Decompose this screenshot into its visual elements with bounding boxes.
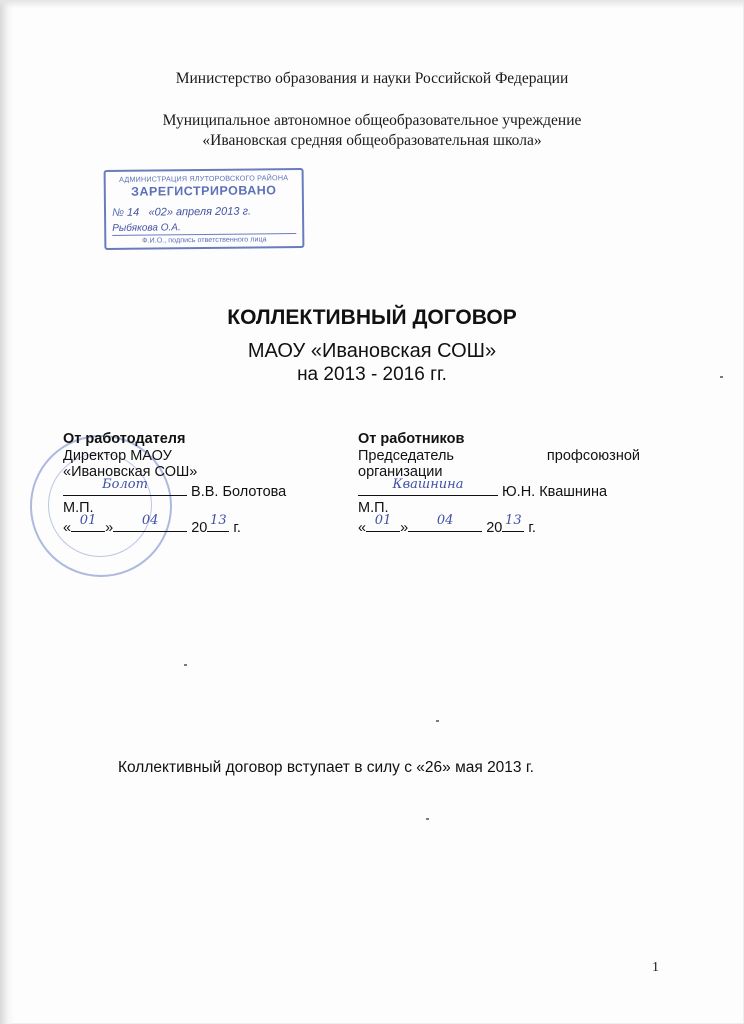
employer-year-prefix: 20 bbox=[191, 519, 208, 536]
page-number: 1 bbox=[652, 960, 659, 975]
employees-year-suffix: 13 bbox=[505, 512, 522, 528]
employees-heading: От работников bbox=[358, 431, 465, 447]
scan-edge-shadow bbox=[0, 0, 14, 1024]
employees-name: Ю.Н. Квашнина bbox=[502, 483, 608, 500]
employer-month-field bbox=[113, 512, 187, 532]
stamp-signer: Рыбякова О.А. bbox=[112, 221, 296, 236]
stamp-number: 14 bbox=[126, 206, 140, 219]
scan-speck bbox=[184, 664, 187, 666]
stamp-number-label: № bbox=[111, 206, 125, 219]
employees-month-field bbox=[408, 512, 482, 532]
employees-day-field bbox=[366, 512, 400, 532]
document-period: на 2013 - 2016 гг. bbox=[297, 364, 447, 385]
employees-position-word2: профсоюзной bbox=[546, 447, 640, 464]
employer-year-field bbox=[207, 512, 229, 532]
employees-month: 04 bbox=[436, 512, 454, 528]
employer-organization: «Ивановская СОШ» bbox=[63, 464, 198, 480]
employer-block bbox=[63, 431, 323, 536]
stamp-caption: Ф.И.О., подпись ответственного лица bbox=[141, 234, 267, 245]
scan-speck bbox=[436, 720, 439, 722]
ministry-heading: Министерство образования и науки Российской Федерации bbox=[175, 70, 569, 87]
employees-position bbox=[358, 448, 640, 465]
document-title: КОЛЛЕКТИВНЫЙ ДОГОВОР bbox=[227, 306, 517, 329]
stamp-number-date bbox=[112, 205, 296, 219]
document-organization: МАОУ «Ивановская СОШ» bbox=[247, 340, 497, 362]
effective-date: Коллективный договор вступает в силу с «26» мая 2013 г. bbox=[118, 759, 534, 776]
employer-heading: От работодателя bbox=[63, 431, 186, 447]
employer-month: 04 bbox=[141, 512, 159, 528]
employees-year-end: г. bbox=[528, 519, 536, 536]
employer-signature: Болот bbox=[102, 476, 148, 492]
employees-position-word3: организации bbox=[358, 464, 443, 480]
employees-year-prefix: 20 bbox=[486, 519, 503, 536]
employer-year-end: г. bbox=[233, 519, 241, 536]
employees-block bbox=[358, 431, 640, 536]
employees-signature: Квашнина bbox=[392, 476, 464, 492]
registration-stamp bbox=[104, 168, 305, 250]
institution-type: Муниципальное автономное общеобразовательное учреждение bbox=[162, 112, 582, 129]
employer-signature-line bbox=[63, 476, 323, 501]
employer-day-field bbox=[71, 512, 105, 532]
employees-day: 01 bbox=[374, 512, 392, 528]
employees-signature-line bbox=[358, 476, 640, 501]
employer-date: « 01 » 04 20 13 г. bbox=[63, 512, 241, 536]
scan-speck bbox=[720, 376, 723, 378]
employer-signature-field bbox=[63, 476, 187, 496]
employees-mp: М.П. bbox=[358, 500, 389, 516]
stamp-status: ЗАРЕГИСТРИРОВАНО bbox=[131, 183, 277, 199]
employer-mp: М.П. bbox=[63, 500, 94, 516]
employees-signature-field bbox=[358, 476, 498, 496]
employer-day: 01 bbox=[79, 512, 97, 528]
stamp-authority: АДМИНИСТРАЦИЯ ЯЛУТОРОВСКОГО РАЙОНА bbox=[119, 173, 289, 184]
employees-year-field bbox=[502, 512, 524, 532]
employer-year-suffix: 13 bbox=[210, 512, 227, 528]
employees-date: « 01 » 04 20 13 г. bbox=[358, 512, 536, 536]
employer-name: В.В. Болотова bbox=[191, 483, 287, 500]
stamp-date: «02» апреля 2013 г. bbox=[148, 205, 252, 219]
employer-position: Директор МАОУ bbox=[63, 447, 172, 464]
scan-speck bbox=[426, 818, 429, 820]
institution-name: «Ивановская средняя общеобразовательная школа» bbox=[202, 132, 542, 149]
scan-top-shadow bbox=[0, 0, 744, 8]
employees-position-word1: Председатель bbox=[358, 447, 454, 464]
